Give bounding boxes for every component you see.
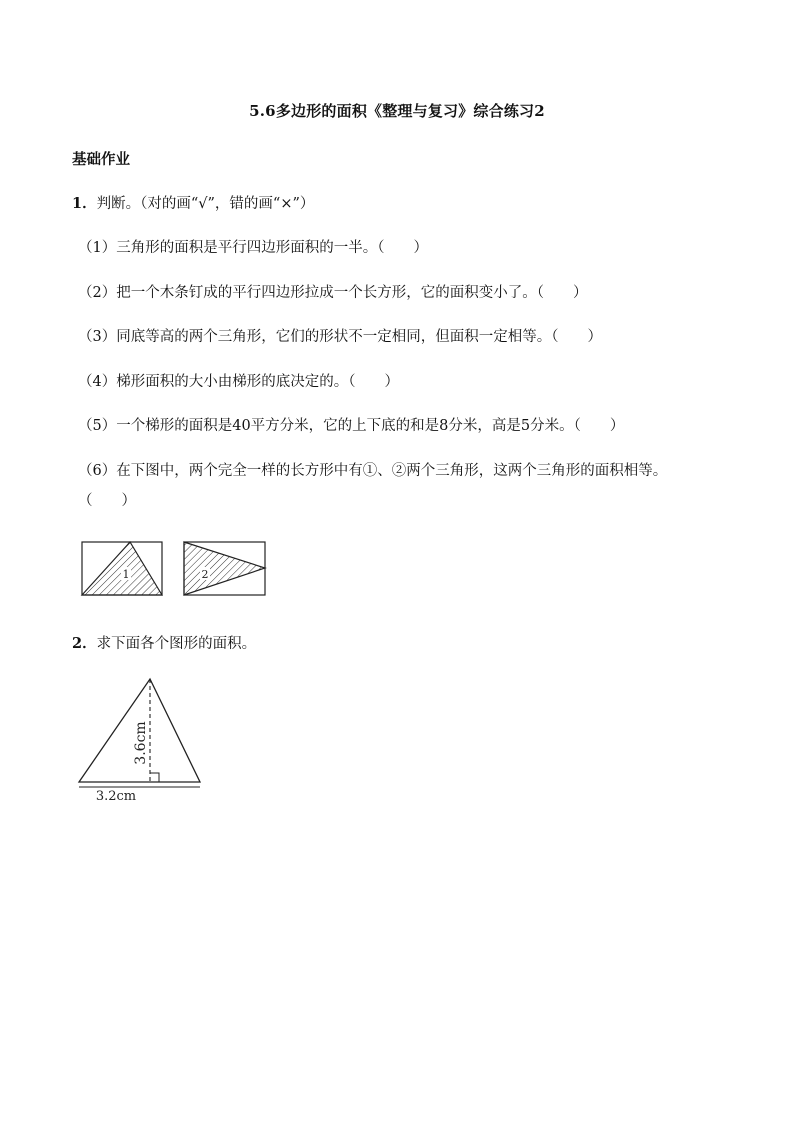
question-text: 求下面各个图形的面积。 (96, 636, 257, 652)
judgement-item-6: （6）在下图中，两个完全一样的长方形中有①、②两个三角形，这两个三角形的面积相等。 (78, 463, 668, 479)
judgement-item-5: （5）一个梯形的面积是40平方分米，它的上下底的和是8分米，高是5分米。（ ） (78, 418, 625, 434)
question-number: 1． (72, 195, 97, 212)
section-heading: 基础作业 (72, 151, 130, 168)
question-2 (72, 632, 256, 653)
triangle-2 (184, 542, 265, 595)
rectangles-triangles-figure (78, 538, 278, 600)
right-angle-mark (150, 773, 159, 782)
judgement-item-6-paren: （ ） (78, 493, 136, 509)
question-1 (72, 192, 314, 213)
question-text: 判断。（对的画“√”，错的画“×”） (96, 196, 315, 212)
judgement-item-1: （1）三角形的面积是平行四边形面积的一半。（ ） (78, 240, 428, 256)
triangle-area-figure (72, 672, 212, 807)
base-label: 3.2cm (95, 789, 137, 804)
height-label: 3.6cm (133, 721, 149, 765)
judgement-item-3: （3）同底等高的两个三角形，它们的形状不一定相同，但面积一定相等。（ ） (78, 329, 602, 345)
triangle-2-label: 2 (201, 568, 209, 581)
judgement-item-4: （4）梯形面积的大小由梯形的底决定的。（ ） (78, 374, 399, 390)
page-title: 5.6多边形的面积《整理与复习》综合练习2 (249, 102, 545, 120)
judgement-item-2: （2）把一个木条钉成的平行四边形拉成一个长方形，它的面积变小了。（ ） (78, 285, 588, 301)
question-number: 2． (72, 635, 97, 652)
triangle-1-label: 1 (122, 568, 130, 581)
